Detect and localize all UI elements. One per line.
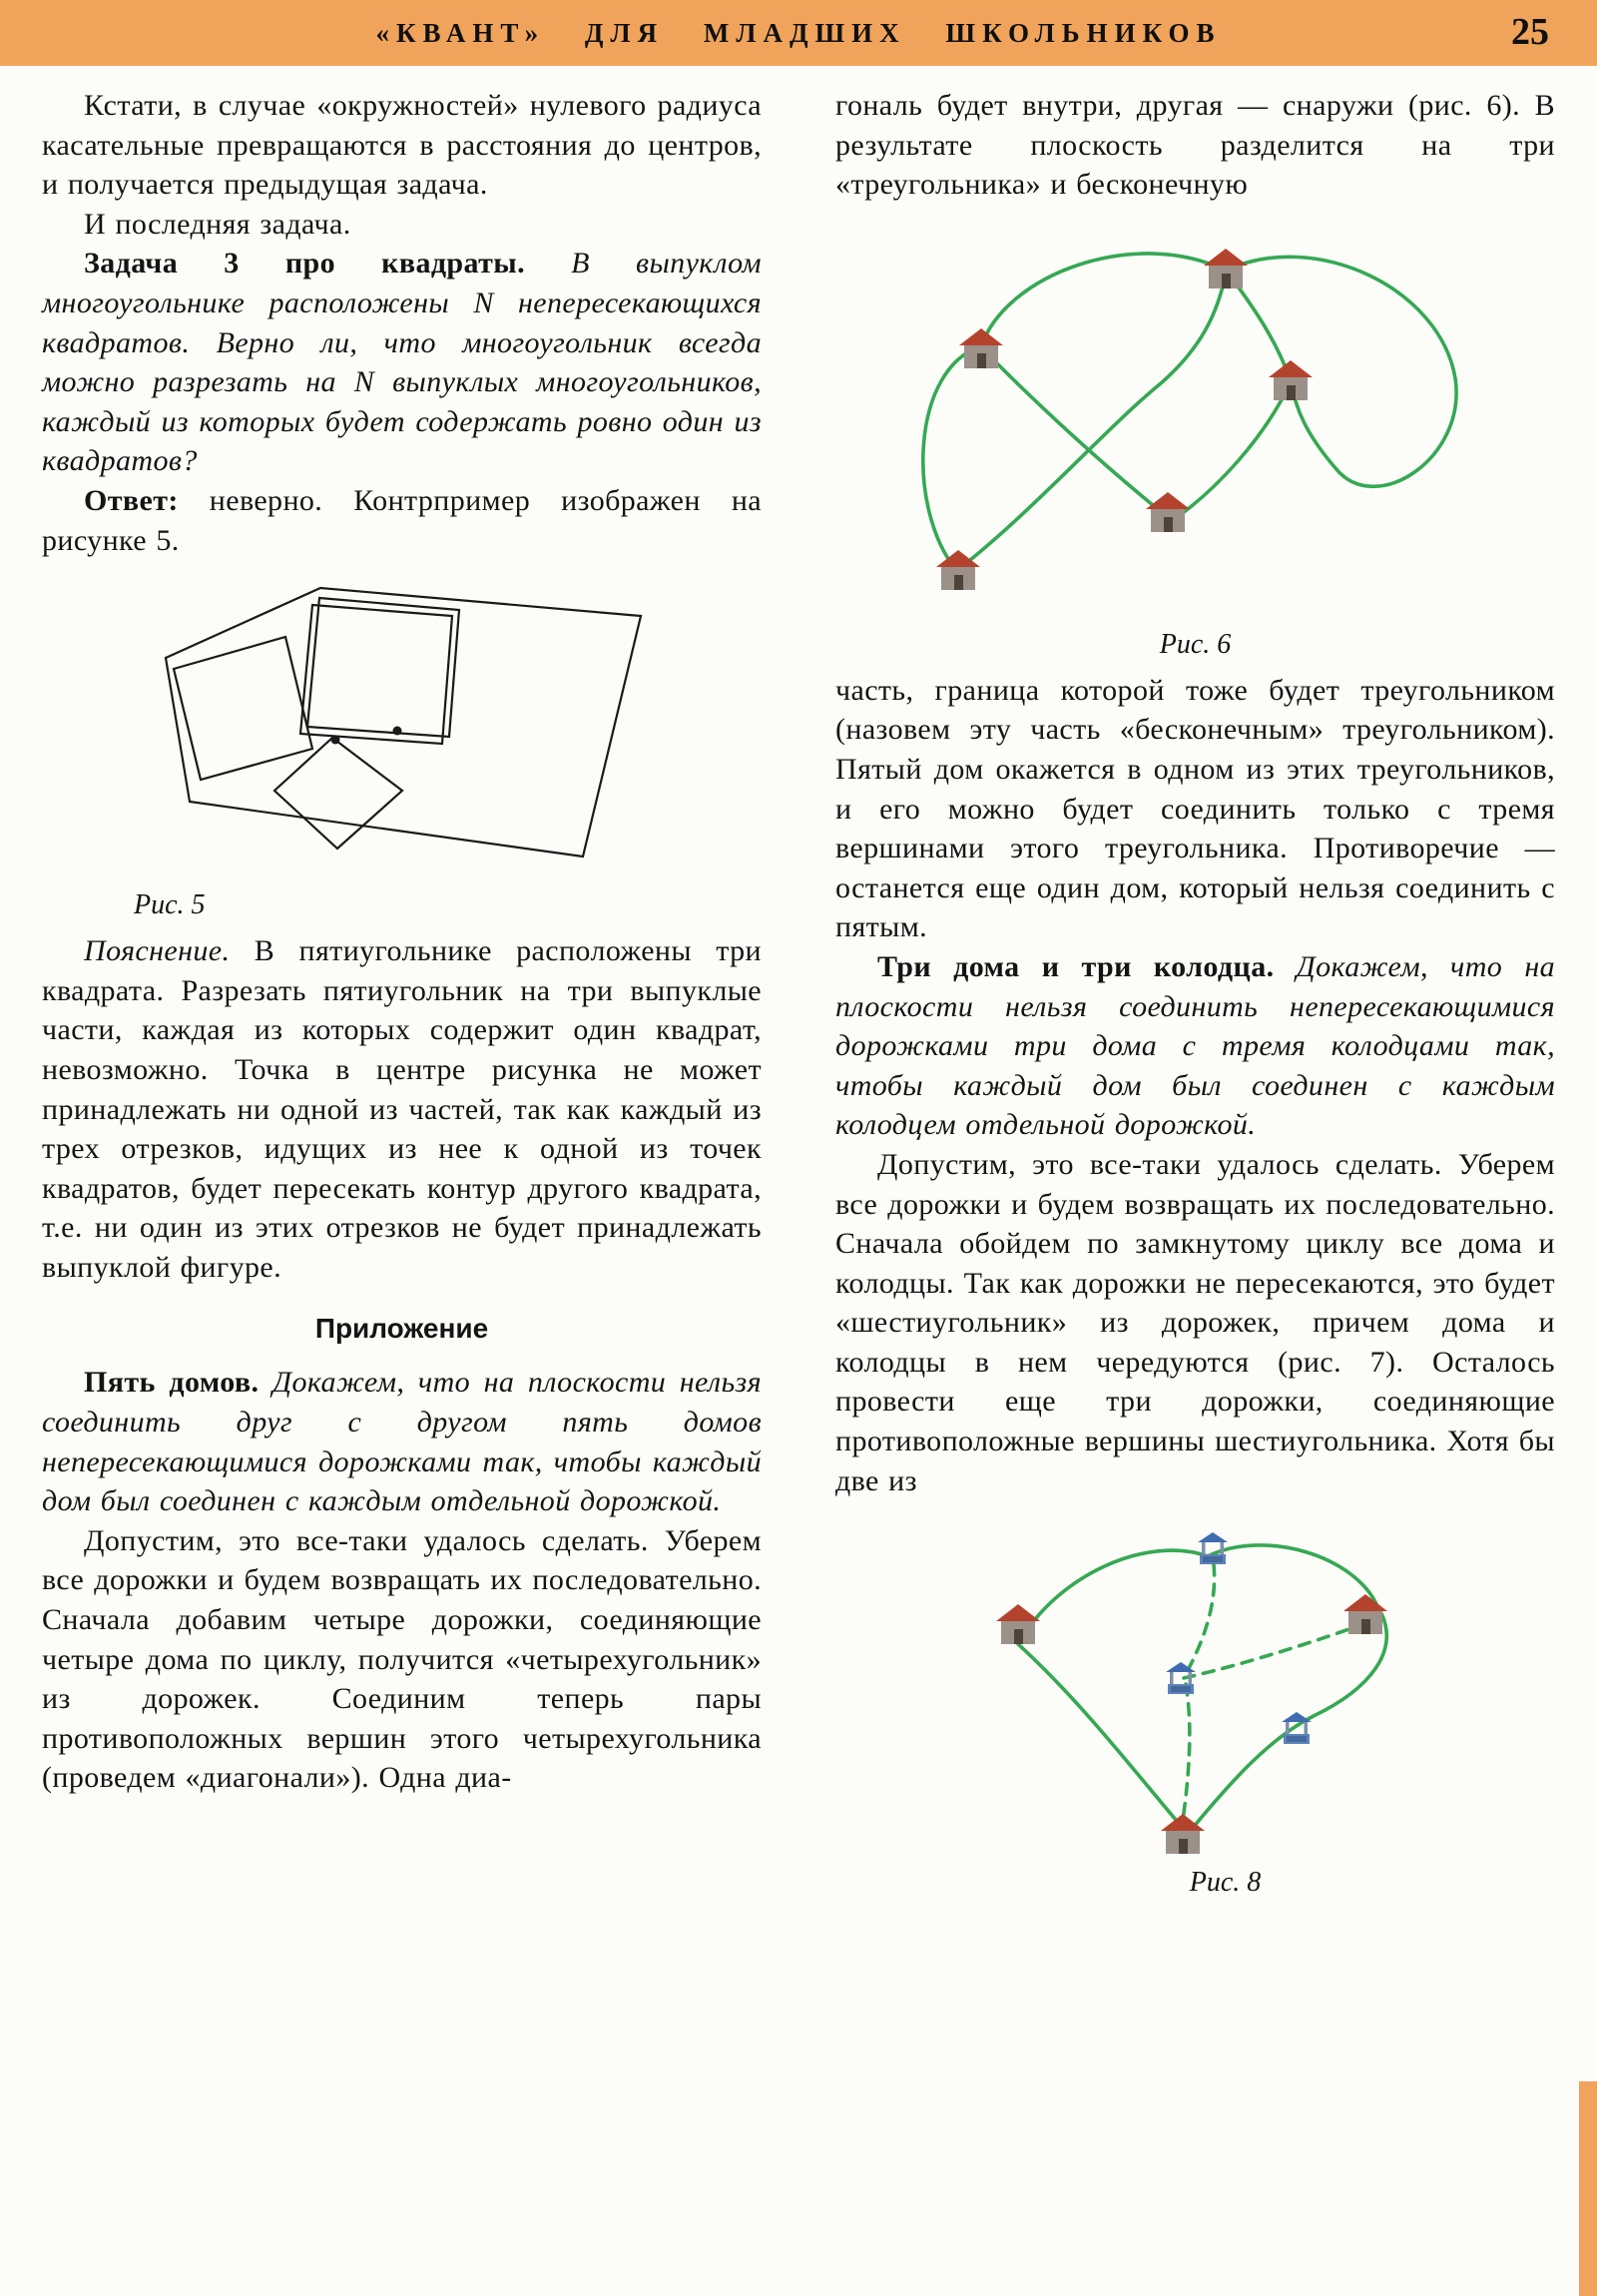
figure5-caption: Рис. 5	[134, 889, 206, 921]
last-task-note: И последняя задача.	[84, 207, 351, 241]
house-icon	[1343, 1594, 1387, 1634]
house-icon	[1204, 249, 1248, 288]
house-icon	[996, 1604, 1040, 1644]
road-curve-dashed	[1182, 1684, 1190, 1828]
house-icon	[1146, 492, 1190, 532]
well-icon	[1198, 1532, 1228, 1564]
house-icon	[1269, 360, 1313, 400]
center-point	[330, 736, 339, 745]
figure6-caption: Рис. 6	[1159, 628, 1232, 660]
answer-text: неверно. Контрпример изображен на рисунке 5.	[42, 483, 762, 557]
appendix-heading: Приложение	[314, 1313, 489, 1345]
road-curve	[960, 274, 1226, 568]
intro-paragraph: Кстати, в случае «окружностей» нулевого радиуса касательные превращаются в расстояния до центров, и получается предыдущая задача.	[42, 89, 762, 202]
infinite-triangle-paragraph: часть, граница которой тоже будет треугольником (назовем эту часть «бесконечным» треугольником). Пятый дом окажется в одном из этих треугольников, и его можно будет соединить только с тремя вершинами этого треугольника. Противоречие — останется еще один дом, который нельзя соединить с пятым.	[835, 673, 1555, 944]
pentagon-outline	[166, 588, 641, 857]
left-column	[42, 86, 762, 1899]
well-icon	[1282, 1712, 1312, 1744]
figure6	[835, 219, 1555, 661]
five-houses-statement: Докажем, что на плоскости нельзя соединить друг с другом пять домов непересекающимися дорожками так, чтобы каждый дом был соединен с каждым отдельной дорожкой.	[42, 1366, 762, 1518]
road-curve	[922, 254, 1455, 570]
houses-graph-drawing	[896, 219, 1495, 623]
right-column	[835, 86, 1555, 1899]
figure5	[42, 584, 762, 921]
five-houses-paragraph	[42, 1363, 762, 1520]
hexagon-paragraph: Допустим, это все-таки удалось сделать. Уберем все дорожки и будем возвращать их последовательно. Сначала обойдем по замкнутому циклу все дома и колодцы. Так как дорожки не пересекаются, это будет «шестиугольник» из дорожек, причем дома и колодцы в нем чередуются (рис. 7). Осталось провести еще три дорожки, соединяющие противоположные вершины шестиугольника. Хотя бы две из	[835, 1147, 1555, 1497]
page-number: 25	[1511, 11, 1549, 53]
five-houses-title: Пять домов.	[84, 1366, 260, 1400]
road-curve	[1018, 1545, 1386, 1834]
road-curve	[984, 350, 1164, 514]
four-roads-paragraph: Допустим, это все-таки удалось сделать. Уберем все дорожки и будем возвращать их последовательно. Сначала добавим четыре дорожки, соединяющие четыре дома по циклу, получится «четырехугольник» из дорожек. Соединим теперь пары противоположных вершин этого четырехугольника (проведем «диагонали»). Одна диа-	[42, 1523, 762, 1795]
explanation-label: Пояснение.	[84, 934, 231, 968]
three-houses-statement: Докажем, что на плоскости нельзя соединить непересекающимися дорожками три дома с тремя колодцами так, чтобы каждый дом был соединен с каждым колодцем отдельной дорожкой.	[835, 949, 1556, 1142]
road-curve-dashed	[1186, 1564, 1215, 1674]
page-edge-strip	[1579, 2081, 1597, 2296]
figure8-caption: Рис. 8	[1189, 1867, 1262, 1899]
three-houses-paragraph	[835, 947, 1555, 1145]
header-banner	[0, 0, 1597, 66]
explanation-text: В пятиугольнике расположены три квадрата. Разрезать пятиугольник на три выпуклые части, каждая из которых содержит один квадрат, невозможно. Точка в центре рисунка не может принадлежать ни одной из частей, так как каждый из трех отрезков, идущих из нее к одной из точек квадратов, будет пересекать контур другого квадрата, т.е. ни один из этих отрезков не будет принадлежать выпуклой фигуре.	[42, 934, 762, 1284]
explanation-paragraph	[42, 931, 762, 1287]
road-curve-dashed	[1184, 1624, 1363, 1678]
diagonal-paragraph: гональ будет внутри, другая — снаружи (рис. 6). В результате плоскость разделится на три «треугольника» и бесконечную	[835, 89, 1555, 202]
task3-title: Задача 3 про квадраты.	[84, 247, 525, 281]
square-outline	[174, 637, 312, 780]
house-icon	[959, 328, 1003, 368]
square-outline	[307, 598, 459, 737]
center-point	[392, 727, 401, 736]
figure8	[835, 1516, 1555, 1899]
square-outline	[300, 605, 452, 744]
answer-label: Ответ:	[84, 483, 179, 517]
three-houses-title: Три дома и три колодца.	[877, 949, 1275, 983]
answer-paragraph	[42, 481, 762, 560]
task3-paragraph	[42, 244, 762, 481]
page-body	[42, 86, 1555, 1899]
pentagon-squares-drawing	[153, 584, 652, 883]
road-curve	[1176, 384, 1290, 518]
journal-title: «КВАНТ» ДЛЯ МЛАДШИХ ШКОЛЬНИКОВ	[375, 17, 1222, 48]
task3-statement: В выпуклом многоугольнике расположены N непересекающихся квадратов. Верно ли, что многоугольник всегда можно разрезать на N выпуклых многоугольников, каждый из которых будет содержать ровно один из квадратов?	[42, 247, 762, 478]
houses-wells-drawing	[936, 1516, 1455, 1861]
